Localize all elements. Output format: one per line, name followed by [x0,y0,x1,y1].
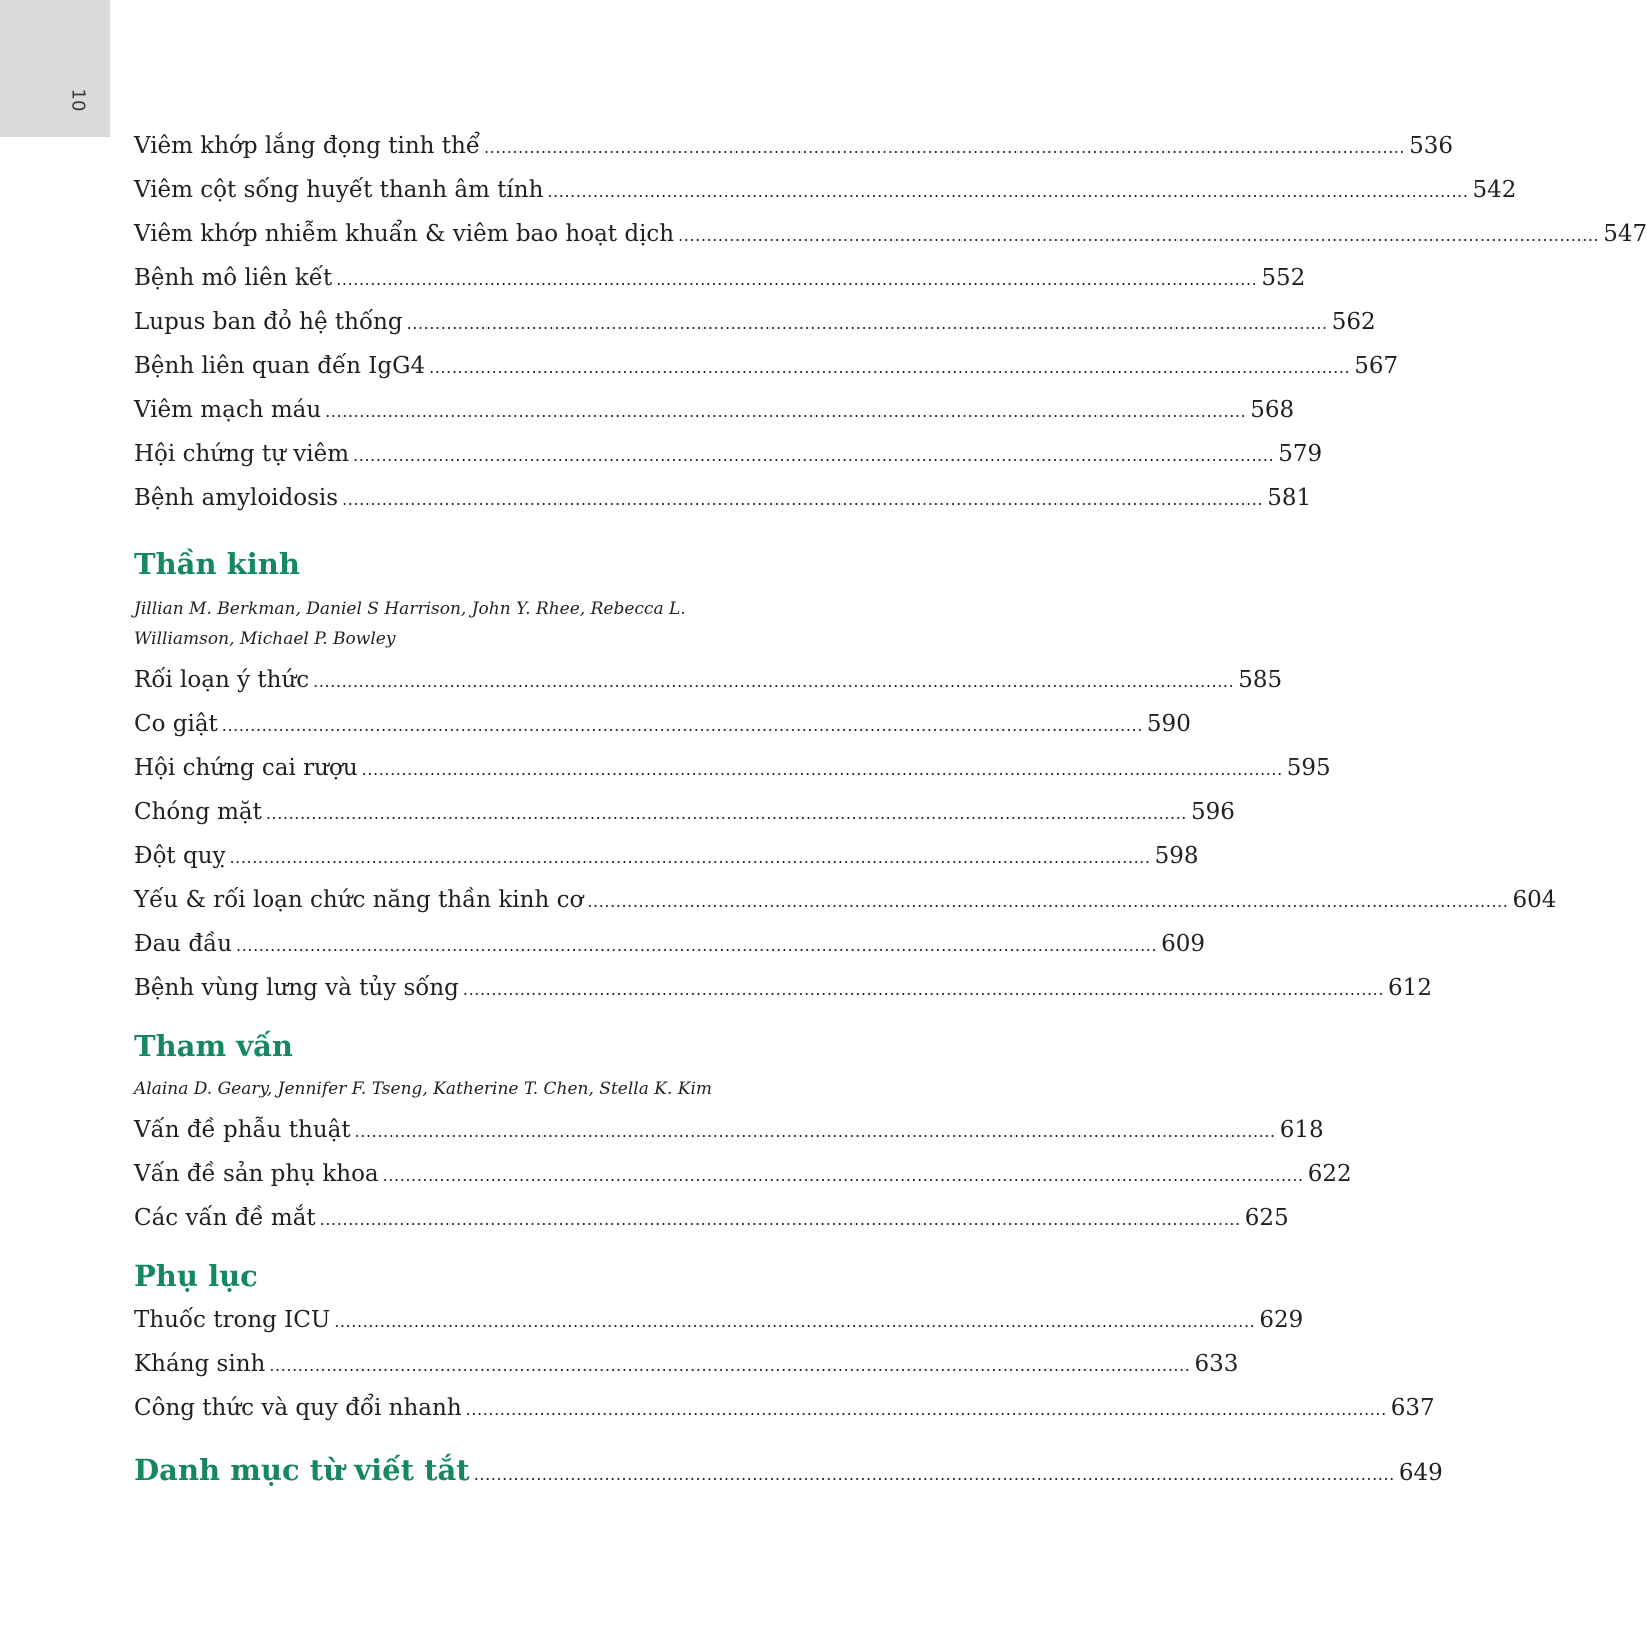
toc-entry[interactable] [134,966,1432,1010]
dot-leader: .................................................................................................................................................................. [484,138,1406,157]
toc-entry[interactable] [134,922,1206,966]
toc-entry[interactable] [134,1108,1324,1152]
entry-page: 596 [1191,799,1235,825]
toc-entry[interactable] [134,1342,1239,1386]
dot-leader: .................................................................................................................................................................. [313,672,1235,691]
dot-leader: .................................................................................................................................................................. [229,848,1151,867]
dot-leader: .................................................................................................................................................................. [361,760,1283,779]
toc-entry[interactable] [134,1386,1435,1430]
entry-title: Bệnh amyloidosis [134,485,339,511]
toc-entry[interactable] [134,746,1331,790]
dot-leader: .................................................................................................................................................................. [353,446,1275,465]
dot-leader: .................................................................................................................................................................. [678,226,1600,245]
entry-title: Viêm khớp nhiễm khuẩn & viêm bao hoạt dịch [134,221,675,247]
entry-title: Yếu & rối loạn chức năng thần kinh cơ [134,887,584,913]
table-of-contents [134,124,1647,1494]
toc-entry[interactable] [134,834,1199,878]
entry-page: 637 [1390,1395,1435,1421]
section-heading[interactable]: Phụ lục [134,1259,258,1293]
entry-page: 568 [1250,397,1295,423]
entry-page: 567 [1354,353,1399,379]
toc-entry[interactable] [134,432,1323,476]
toc-entry[interactable] [134,702,1191,746]
entry-title: Viêm cột sống huyết thanh âm tính [134,177,544,203]
entry-page: 618 [1279,1117,1324,1143]
dot-leader: .................................................................................................................................................................. [429,358,1351,377]
entry-title: Kháng sinh [134,1351,266,1377]
dot-leader: .................................................................................................................................................................. [462,980,1385,999]
toc-entry[interactable] [134,878,1557,922]
entry-page: 590 [1146,711,1191,737]
toc-entry[interactable] [134,388,1295,432]
toc-entry[interactable] [134,212,1647,256]
entry-page: 612 [1388,975,1432,1001]
entry-page: 598 [1154,843,1199,869]
page-number: 10 [67,88,89,112]
dot-leader: .................................................................................................................................................................. [236,936,1158,955]
dot-leader: .................................................................................................................................................................. [336,270,1258,289]
entry-title: Viêm khớp lắng đọng tinh thể [134,133,480,159]
entry-title: Chóng mặt [134,799,262,825]
dot-leader: .................................................................................................................................................................. [473,1465,1395,1484]
entry-page: 581 [1267,485,1312,511]
entry-page: 629 [1259,1307,1304,1333]
entry-title: Đột quỵ [134,843,226,869]
entry-title: Các vấn đề mắt [134,1205,316,1231]
dot-leader: .................................................................................................................................................................. [319,1210,1241,1229]
toc-entry[interactable] [134,1298,1304,1342]
toc-entry[interactable] [134,476,1312,520]
entry-page: 595 [1286,755,1331,781]
entry-title: Viêm mạch máu [134,397,322,423]
entry-title: Hội chứng tự viêm [134,441,350,467]
toc-entry[interactable] [134,124,1454,168]
entry-page: 633 [1194,1351,1239,1377]
dot-leader: .................................................................................................................................................................. [265,804,1187,823]
entry-page: 622 [1307,1161,1352,1187]
section-authors: Alaina D. Geary, Jennifer F. Tseng, Katherine T. Chen, Stella K. Kim [134,1079,713,1099]
dot-leader: .................................................................................................................................................................. [382,1166,1304,1185]
section-consultation [134,1028,1352,1240]
entry-page: 536 [1409,133,1454,159]
entry-title: Vấn đề phẫu thuật [134,1117,351,1143]
toc-entry[interactable] [134,790,1235,834]
section-appendix [134,1258,1435,1430]
toc-entry[interactable] [134,344,1399,388]
entry-title: Bệnh liên quan đến IgG4 [134,353,426,379]
entry-page: 579 [1278,441,1323,467]
entry-page: 625 [1244,1205,1289,1231]
page-tab [0,0,110,137]
entry-title: Lupus ban đỏ hệ thống [134,309,403,335]
entry-title: Co giật [134,711,218,737]
rheumatology-entries [134,124,1647,520]
dot-leader: .................................................................................................................................................................. [342,490,1264,509]
entry-title: Bệnh mô liên kết [134,265,333,291]
entry-page: 562 [1331,309,1376,335]
entry-page: 547 [1603,221,1647,247]
toc-entry[interactable] [134,1196,1289,1240]
entry-title: Công thức và quy đổi nhanh [134,1395,462,1421]
dot-leader: .................................................................................................................................................................. [465,1400,1387,1419]
entry-page: 542 [1472,177,1517,203]
entry-title: Hội chứng cai rượu [134,755,358,781]
entry-title: Đau đầu [134,931,233,957]
dot-leader: .................................................................................................................................................................. [334,1312,1256,1331]
entry-title: Thuốc trong ICU [134,1307,331,1333]
section-heading[interactable]: Thần kinh [134,547,300,581]
dot-leader: .................................................................................................................................................................. [406,314,1328,333]
toc-entry[interactable] [134,658,1283,702]
entry-title: Vấn đề sản phụ khoa [134,1161,379,1187]
dot-leader: .................................................................................................................................................................. [354,1122,1276,1141]
dot-leader: .................................................................................................................................................................. [221,716,1143,735]
section-heading[interactable]: Tham vấn [134,1029,293,1063]
toc-entry[interactable] [134,300,1376,344]
entry-page: 585 [1238,667,1283,693]
entry-page: 604 [1512,887,1557,913]
dot-leader: .................................................................................................................................................................. [325,402,1247,421]
toc-entry[interactable] [134,1152,1352,1196]
entry-page: 649 [1398,1460,1443,1486]
entry-page: 552 [1261,265,1306,291]
entry-title: Danh mục từ viết tắt [134,1453,470,1487]
toc-entry[interactable] [134,168,1517,212]
toc-entry-abbreviations[interactable] [134,1446,1443,1494]
dot-leader: .................................................................................................................................................................. [547,182,1469,201]
dot-leader: .................................................................................................................................................................. [587,892,1509,911]
toc-entry[interactable] [134,256,1306,300]
entry-title: Rối loạn ý thức [134,667,310,693]
section-authors: Jillian M. Berkman, Daniel S Harrison, John Y. Rhee, Rebecca L. Williamson, Michael P. Bowley [134,599,686,649]
section-neurology [134,546,1557,1010]
dot-leader: .................................................................................................................................................................. [269,1356,1191,1375]
entry-page: 609 [1161,931,1206,957]
entry-title: Bệnh vùng lưng và tủy sống [134,975,459,1001]
